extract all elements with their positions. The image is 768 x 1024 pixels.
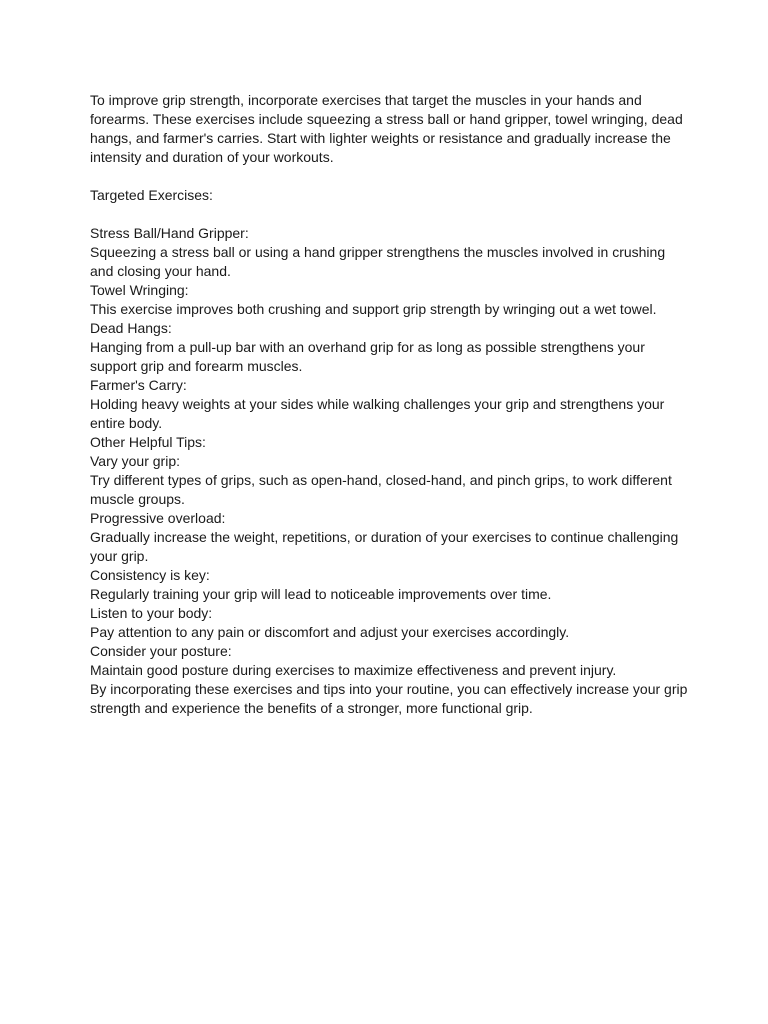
exercise-body: Holding heavy weights at your sides while walking challenges your grip and strengthens your entire body. xyxy=(90,396,665,431)
spacer xyxy=(90,167,690,186)
exercise-body: Hanging from a pull-up bar with an overhand grip for as long as possible strengthens your support grip and forearm muscles. xyxy=(90,339,645,374)
exercise-title: Farmer's Carry: xyxy=(90,377,187,393)
tip-body: Try different types of grips, such as open-hand, closed-hand, and pinch grips, to work different muscle groups. xyxy=(90,472,672,507)
tip-body: Pay attention to any pain or discomfort and adjust your exercises accordingly. xyxy=(90,624,570,640)
tip-title: Consistency is key: xyxy=(90,567,210,583)
exercise-title: Dead Hangs: xyxy=(90,320,172,336)
intro-paragraph: To improve grip strength, incorporate exercises that target the muscles in your hands and forearms. These exercises include squeezing a stress ball or hand gripper, towel wringing, dead hangs, and farmer's carries. Start with lighter weights or resistance and gradually increase the intensity and duration of your workouts. xyxy=(90,92,683,165)
tip-body: Regularly training your grip will lead to noticeable improvements over time. xyxy=(90,586,552,602)
tip-body: Gradually increase the weight, repetitions, or duration of your exercises to continue challenging your grip. xyxy=(90,529,679,564)
exercise-body: This exercise improves both crushing and support grip strength by wringing out a wet towel. xyxy=(90,301,657,317)
tip-title: Listen to your body: xyxy=(90,605,213,621)
exercise-title: Stress Ball/Hand Gripper: xyxy=(90,225,249,241)
tip-title: Consider your posture: xyxy=(90,643,232,659)
exercise-title: Towel Wringing: xyxy=(90,282,189,298)
document-page xyxy=(90,91,690,718)
conclusion-paragraph: By incorporating these exercises and tips into your routine, you can effectively increase your grip strength and experience the benefits of a stronger, more functional grip. xyxy=(90,681,688,716)
tips-heading: Other Helpful Tips: xyxy=(90,434,206,450)
spacer xyxy=(90,205,690,224)
targeted-exercises-heading: Targeted Exercises: xyxy=(90,187,213,203)
tip-title: Progressive overload: xyxy=(90,510,226,526)
tip-title: Vary your grip: xyxy=(90,453,180,469)
tip-body: Maintain good posture during exercises to maximize effectiveness and prevent injury. xyxy=(90,662,617,678)
exercise-body: Squeezing a stress ball or using a hand gripper strengthens the muscles involved in crushing and closing your hand. xyxy=(90,244,666,279)
